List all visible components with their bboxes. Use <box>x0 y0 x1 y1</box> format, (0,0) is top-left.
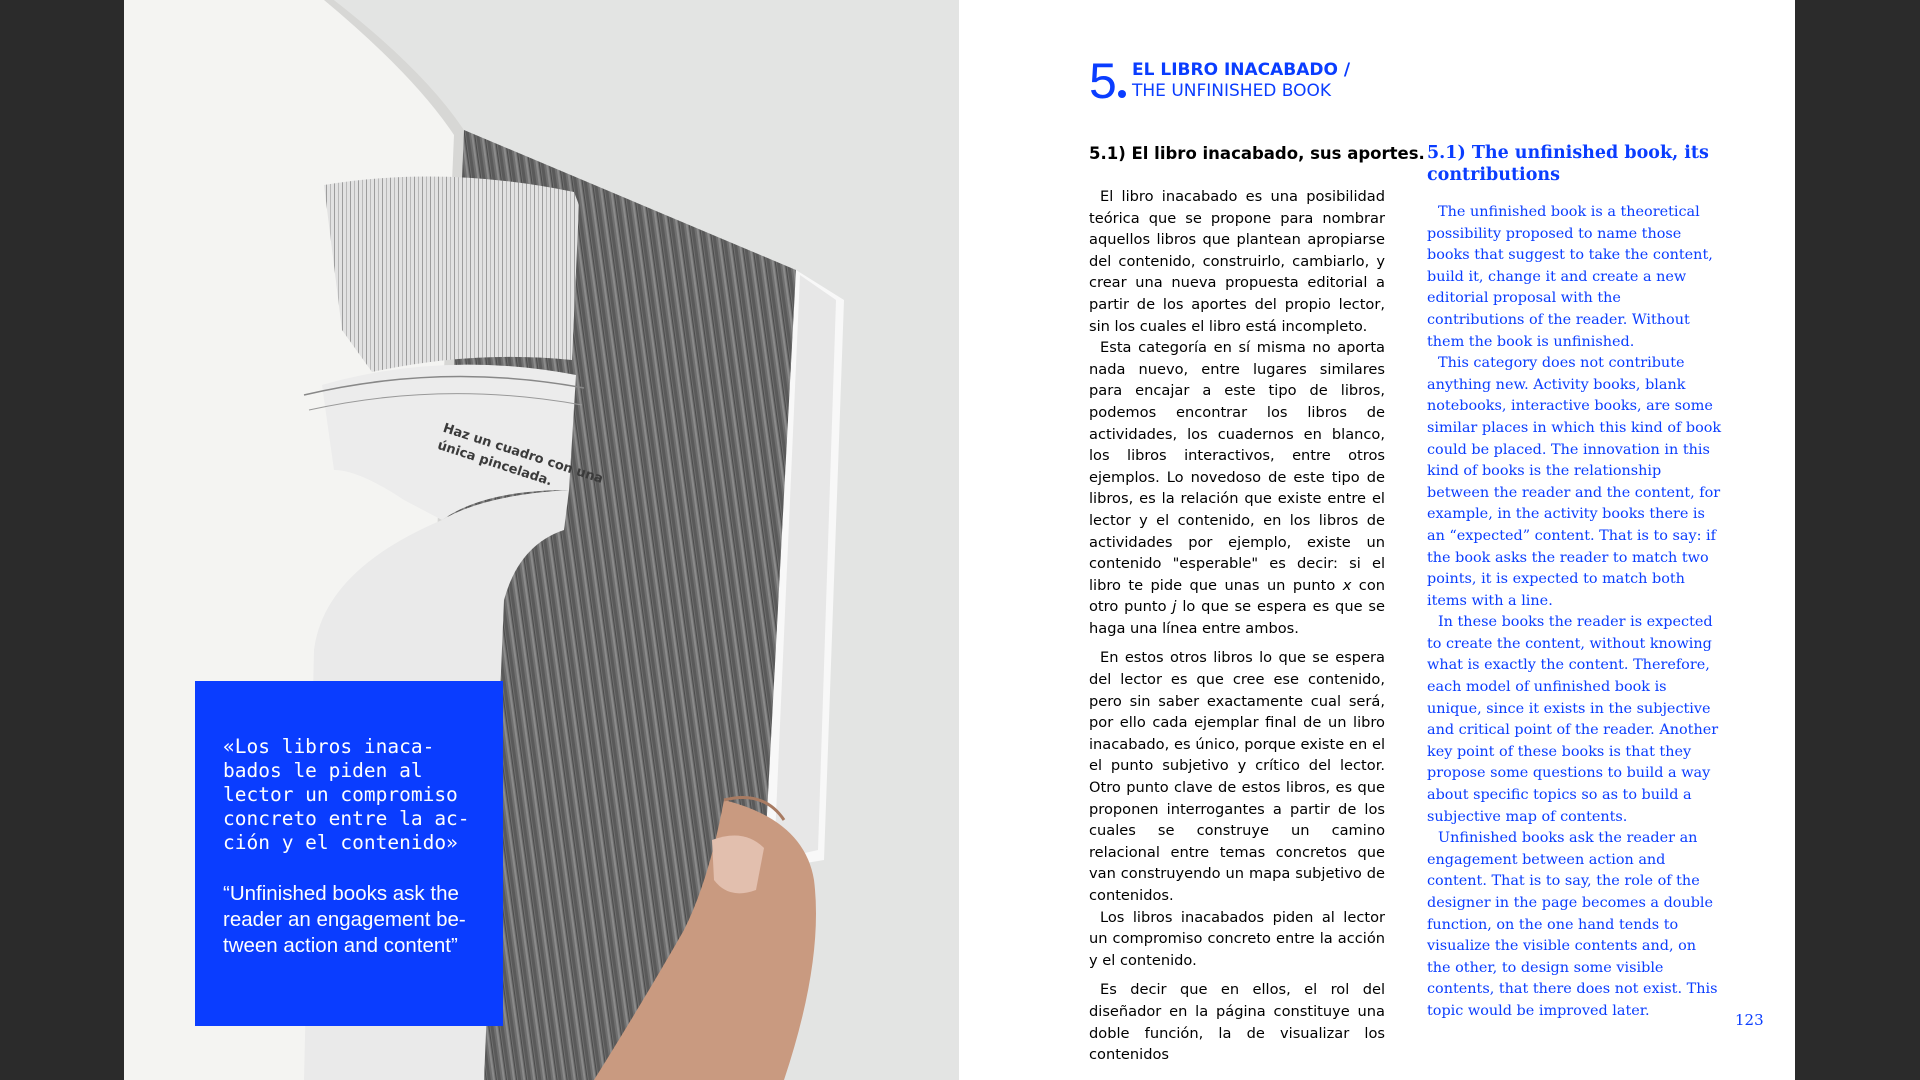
variable-x: x <box>1342 576 1352 594</box>
pull-quote-box <box>195 681 503 1026</box>
section-heading-spanish: 5.1) El libro inacabado, sus aportes. <box>1089 144 1425 163</box>
chapter-number: 5 <box>1089 53 1117 109</box>
brush-caption: Haz un cuadro con una única pincelada. <box>435 420 605 489</box>
paragraph <box>1089 337 1385 639</box>
paragraph: Los libros inacabados piden al lector un compromiso concreto entre la acción y el contenido. <box>1089 908 1385 969</box>
paragraph: This category does not contribute anything new. Activity books, blank notebooks, interactive books, are some similar places in which this kind of book could be placed. The innovation in this kind of books is the relationship between the reader and the content, for example, in the activity books there is an “expected” content. That is to say: if the book asks the reader to match two points, it is expected to match both items with a line. <box>1427 355 1722 609</box>
paragraph: Es decir que en ellos, el rol del diseñador en la página constituye una doble función, la de visualizar los contenidos <box>1089 981 1385 1064</box>
book-photo <box>124 0 959 1080</box>
paragraph: Unfinished books ask the reader an engagement between action and content. That is to say, the role of the designer in the page becomes a double function, on the one hand tends to visualize the visible contents and, on the other, to design some visible contents, that there does not exist. This topic would be improved later. <box>1427 830 1718 1019</box>
pull-quote-spanish: «Los libros inaca- bados le piden al lector un compromiso concreto entre la ac- ción y el contenido» <box>223 735 470 854</box>
page-number: 123 <box>1735 1011 1764 1029</box>
english-column <box>1427 143 1722 1023</box>
paragraph-text: lo que se espera es que se haga una línea entre ambos. <box>1089 598 1386 637</box>
paragraph-text: Esta categoría en sí misma no aporta nada nuevo, entre lugares similares para encajar a este tipo de libros, podemos encontrar los libros de actividades, los cuadernos en blanco, los libros interactivos, entre otros ejemplos. Lo novedoso de este tipo de libros, es la relación que existe entre el lector y el contenido, en los libros de actividades por ejemplo, existe un contenido "esperable" es decir: si el libro te pide que unas un punto <box>1089 339 1385 594</box>
paragraph-text: con otro punto <box>1089 576 1386 616</box>
chapter-dot <box>1118 90 1126 98</box>
paragraph: The unfinished book is a theoretical possibility proposed to name those books that suggest to take the content, build it, change it and create a new editorial proposal with the contributions of the reader. Without them the book is unfinished. <box>1427 204 1713 350</box>
spanish-column <box>1089 143 1425 1066</box>
section-heading-english: 5.1) The unfinished book, its contributions <box>1427 143 1709 185</box>
chapter-title-spanish: EL LIBRO INACABADO / <box>1132 60 1351 80</box>
text-page <box>959 0 1795 1080</box>
pull-quote-english: “Unfinished books ask the reader an engagement be- tween action and content” <box>223 882 466 957</box>
paragraph: En estos otros libros lo que se espera del lector es que cree ese contenido, pero sin saber exactamente cual será, por ello cada ejemplar final de un libro inacabado, es único, porque existe en el el punto subjetivo y crítico del lector. Otro punto clave de estos libros, es que proponen interrogantes a partir de los cuales se construye un camino relacional entre temas concretos que van construyendo un mapa subjetivo de contenidos. <box>1089 649 1385 904</box>
chapter-title-english: THE UNFINISHED BOOK <box>1132 81 1332 101</box>
paragraph: El libro inacabado es una posibilidad teórica que se propone para nombrar aquellos libros que plantean apropiarse del contenido, construirlo, cambiarlo, y crear una nueva propuesta editorial a partir de los aportes del propio lector, sin los cuales el libro está incompleto. <box>1089 188 1385 335</box>
variable-j: j <box>1172 598 1177 616</box>
paragraph: In these books the reader is expected to create the content, without knowing what is exactly the content. Therefore, each model of unfinished book is unique, since it exists in the subjective and critical point of the reader. Another key point of these books is that they propose some questions to build a way about specific topics so as to build a subjective map of contents. <box>1427 614 1719 825</box>
